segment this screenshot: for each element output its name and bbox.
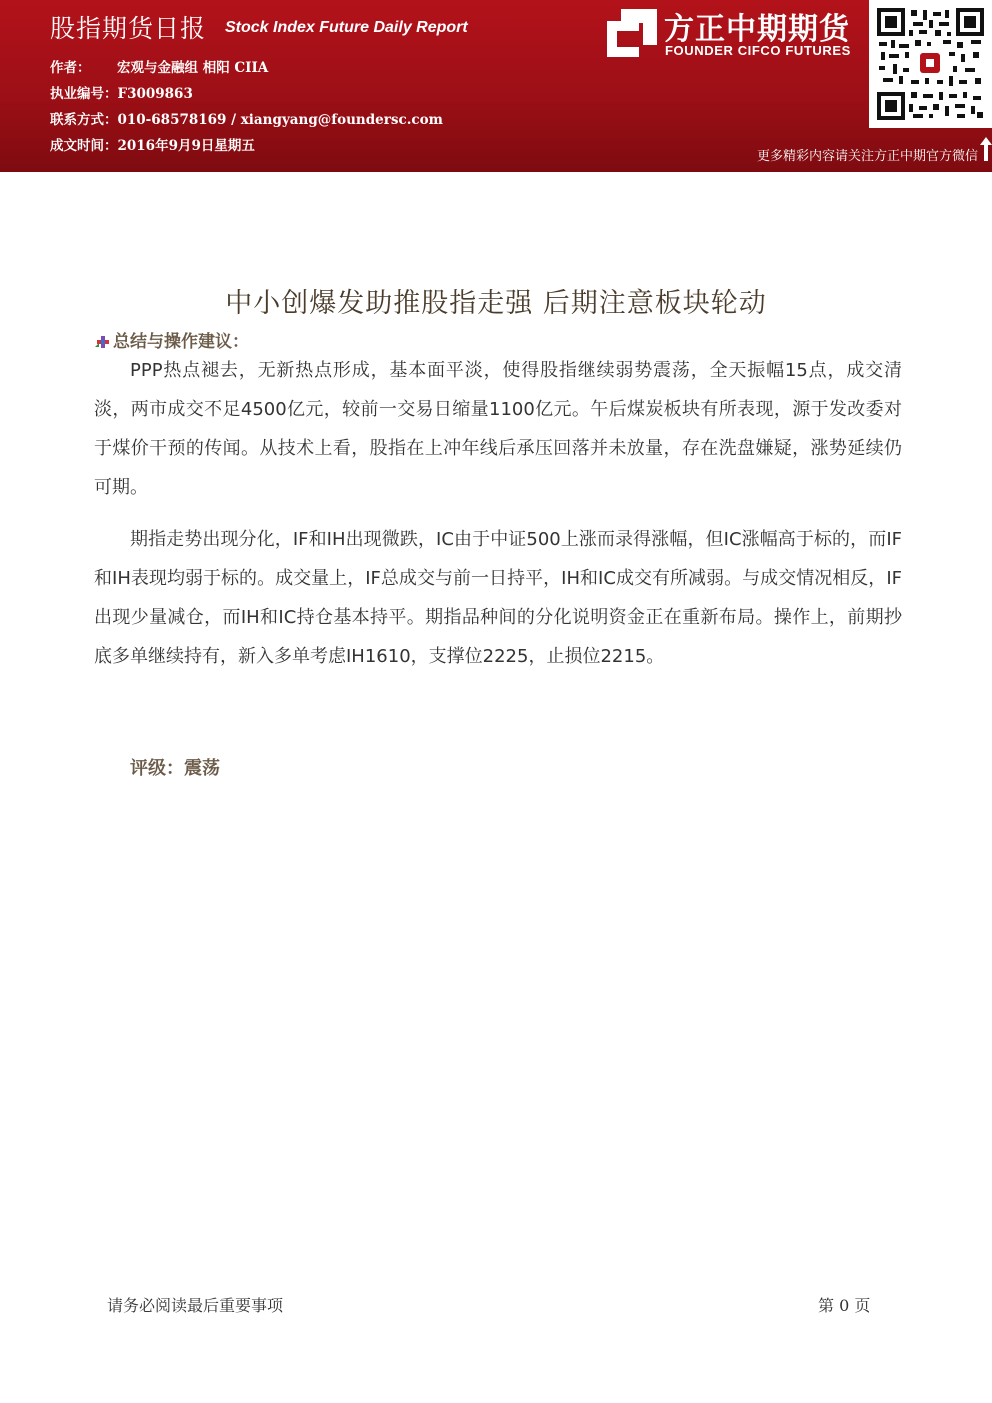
up-arrow-icon [980, 137, 992, 161]
license-label: 执业编号： [50, 86, 118, 102]
rating-label: 评级：震荡 [130, 758, 220, 779]
contact-line [50, 108, 443, 128]
section-heading-text: 总结与操作建议： [113, 332, 249, 352]
company-logo-icon [607, 9, 657, 57]
brand-name-en: FOUNDER CIFCO FUTURES [665, 43, 851, 58]
page-number: 第 0 页 [818, 1296, 871, 1315]
date-label: 成文时间： [50, 138, 118, 154]
wechat-follow-note: 更多精彩内容请关注方正中期官方微信 [756, 149, 978, 164]
contact-label: 联系方式： [50, 112, 118, 128]
section-bullet-icon [94, 332, 112, 350]
summary-paragraph-1: PPP热点褪去，无新热点形成，基本面平淡，使得股指继续弱势震荡，全天振幅15点，成交清淡，两市成交不足4500亿元，较前一交易日缩量1100亿元。午后煤炭板块有所表现，源于发改委对于煤价干预的传闻。从技术上看，股指在上冲年线后承压回落并未放量，存在洗盘嫌疑，涨势延续仍可期。 [94, 360, 902, 498]
date-line [50, 134, 255, 154]
report-header [0, 0, 992, 172]
report-type-title: 股指期货日报 [50, 14, 207, 43]
author-line [50, 56, 268, 76]
brand-name-cn: 方正中期期货 [664, 12, 850, 47]
contact-value[interactable]: 010-68578169 / xiangyang@foundersc.com [117, 112, 443, 128]
report-type-subtitle: Stock Index Future Daily Report [225, 19, 468, 36]
qr-code-icon [877, 8, 984, 120]
date-value: 2016年9月9日星期五 [117, 138, 255, 154]
license-value: F3009863 [117, 86, 193, 102]
author-value: 宏观与金融组 相阳 CIIA [117, 60, 269, 76]
report-headline: 中小创爆发助推股指走强 后期注意板块轮动 [225, 288, 767, 319]
footer-notice: 请务必阅读最后重要事项 [107, 1296, 284, 1315]
license-line [50, 82, 193, 102]
summary-paragraph-2: 期指走势出现分化，IF和IH出现微跌，IC由于中证500上涨而录得涨幅，但IC涨幅高于标的，而IF和IH表现均弱于标的。成交量上，IF总成交与前一日持平，IH和IC成交有所减弱。与成交情况相反，IF出现少量减仓，而IH和IC持仓基本持平。期指品种间的分化说明资金正在重新布局。操作上，前期抄底多单继续持有，新入多单考虑IH1610，支撑位2225，止损位2215。 [94, 529, 902, 667]
wechat-qr-code[interactable] [869, 0, 992, 128]
author-label: 作者： [50, 60, 91, 76]
summary-section-heading [94, 327, 249, 352]
